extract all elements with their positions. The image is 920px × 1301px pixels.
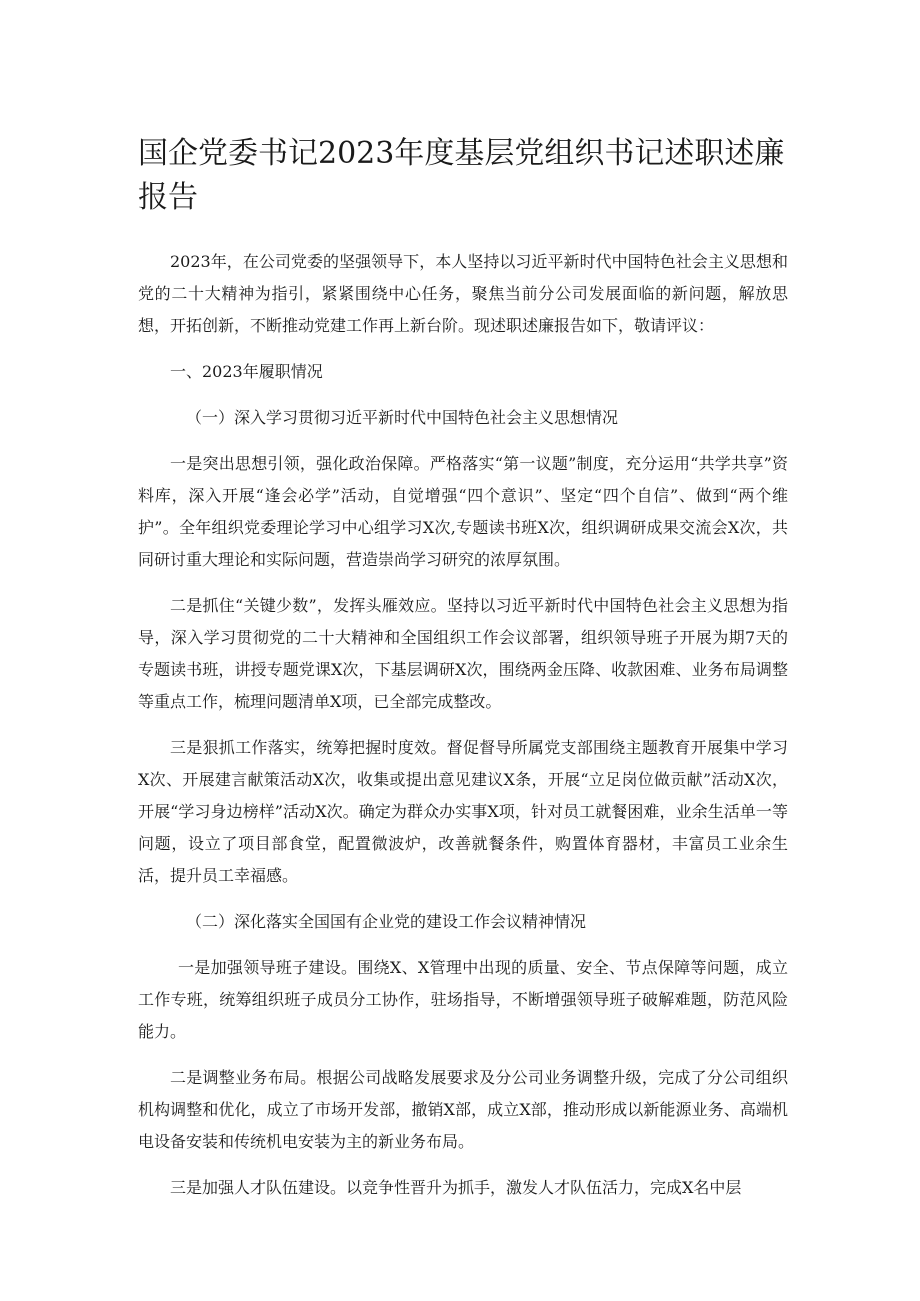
body-paragraph: 二是调整业务布局。根据公司战略发展要求及分公司业务调整升级，完成了分公司组织机构调整和优化，成立了市场开发部，撤销X部，成立X部，推动形成以新能源业务、高端机电设备安装和传统机电安装为主的新业务布局。: [138, 1068, 788, 1151]
document-title: 国企党委书记2023年度基层党组织书记述职述廉报告: [138, 136, 785, 215]
subsection-heading: （二）深化落实全国国有企业党的建设工作会议精神情况: [186, 912, 587, 931]
section-heading: 一、2023年履职情况: [170, 362, 323, 381]
body-paragraph: 一是加强领导班子建设。围绕X、X管理中出现的质量、安全、节点保障等问题，成立工作专班，统筹组织班子成员分工协作，驻场指导，不断增强领导班子破解难题，防范风险能力。: [138, 958, 788, 1041]
body-paragraph: 三是狠抓工作落实，统筹把握时度效。督促督导所属党支部围绕主题教育开展集中学习X次、开展建言献策活动X次，收集或提出意见建议X条，开展“立足岗位做贡献”活动X次，开展“学习身边榜样”活动X次。确定为群众办实事X项，针对员工就餐困难，业余生活单一等问题，设立了项目部食堂，配置微波炉，改善就餐条件，购置体育器材，丰富员工业余生活，提升员工幸福感。: [138, 738, 788, 885]
body-paragraph: 一是突出思想引领，强化政治保障。严格落实“第一议题”制度，充分运用“共学共享”资料库，深入开展“逢会必学”活动，自觉增强“四个意识”、坚定“四个自信”、做到“两个维护”。全年组织党委理论学习中心组学习X次,专题读书班X次，组织调研成果交流会X次，共同研讨重大理论和实际问题，营造崇尚学习研究的浓厚氛围。: [138, 454, 788, 569]
subsection-heading: （一）深入学习贯彻习近平新时代中国特色社会主义思想情况: [186, 408, 619, 427]
body-paragraph: 三是加强人才队伍建设。以竞争性晋升为抓手，激发人才队伍活力，完成X名中层: [170, 1178, 742, 1197]
document-page: [138, 132, 788, 1218]
body-paragraph: 二是抓住“关键少数”，发挥头雁效应。坚持以习近平新时代中国特色社会主义思想为指导，深入学习贯彻党的二十大精神和全国组织工作会议部署，组织领导班子开展为期7天的专题读书班，讲授专题党课X次，下基层调研X次，围绕两金压降、收款困难、业务布局调整等重点工作，梳理问题清单X项，已全部完成整改。: [138, 596, 788, 711]
intro-paragraph: 2023年，在公司党委的坚强领导下，本人坚持以习近平新时代中国特色社会主义思想和党的二十大精神为指引，紧紧围绕中心任务，聚焦当前分公司发展面临的新问题，解放思想，开拓创新，不断推动党建工作再上新台阶。现述职述廉报告如下，敬请评议：: [138, 252, 788, 335]
